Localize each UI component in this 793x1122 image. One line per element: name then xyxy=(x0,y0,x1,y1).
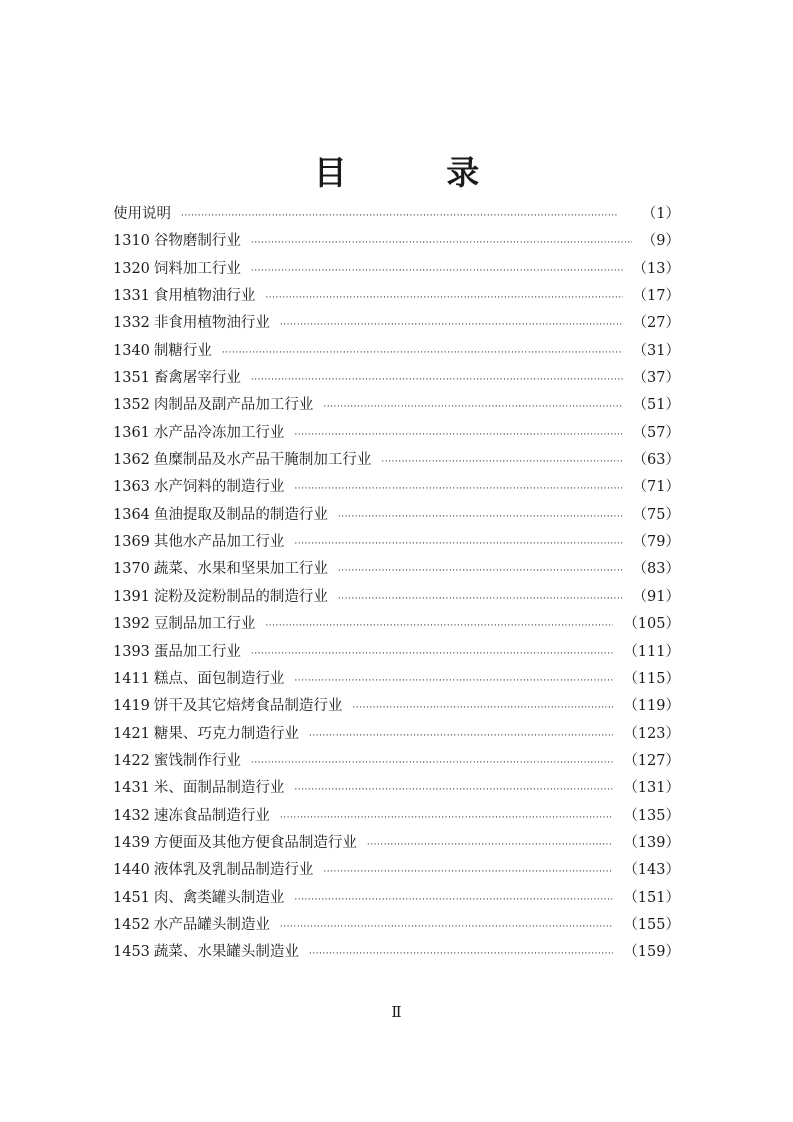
toc-dot-leader xyxy=(338,558,623,585)
toc-entry-code: 1453 xyxy=(113,944,150,961)
toc-entry-label: 淀粉及淀粉制品的制造行业 xyxy=(153,588,328,605)
toc-entry[interactable] xyxy=(113,721,680,748)
toc-entry-code: 1411 xyxy=(113,670,150,687)
toc-dot-leader xyxy=(294,531,622,558)
toc-entry[interactable] xyxy=(113,912,680,939)
page-number: Ⅱ xyxy=(391,1003,402,1021)
toc-entry-code: 1369 xyxy=(113,534,150,551)
toc-dot-leader xyxy=(294,422,622,449)
toc-entry-code: 1440 xyxy=(113,862,150,879)
toc-entry[interactable] xyxy=(113,885,680,912)
toc-entry-page: （159） xyxy=(623,944,680,961)
toc-entry-page: （51） xyxy=(632,397,680,414)
toc-entry-label: 畜禽屠宰行业 xyxy=(153,370,241,387)
toc-entry-code: 1393 xyxy=(113,643,150,660)
toc-entry-page: （79） xyxy=(632,534,680,551)
toc-entry-page: （151） xyxy=(623,889,680,906)
toc-entry-code: 1361 xyxy=(113,424,150,441)
toc-entry-page: （83） xyxy=(632,561,680,578)
toc-entry[interactable] xyxy=(113,228,680,255)
toc-entry-code: 1422 xyxy=(113,752,150,769)
toc-entry-label: 糕点、面包制造行业 xyxy=(153,670,285,687)
toc-dot-leader xyxy=(294,777,613,804)
toc-dot-leader xyxy=(222,340,623,367)
toc-entry-label: 方便面及其他方便食品制造行业 xyxy=(153,834,357,851)
toc-entry-page: （27） xyxy=(632,315,680,332)
toc-dot-leader xyxy=(323,394,622,421)
toc-entry[interactable] xyxy=(113,775,680,802)
toc-entry-code: 1362 xyxy=(113,452,150,469)
toc-entry-page: （91） xyxy=(632,588,680,605)
toc-entry-code: 1419 xyxy=(113,698,150,715)
toc-entry[interactable] xyxy=(113,556,680,583)
toc-entry[interactable] xyxy=(113,338,680,365)
toc-entry-label: 蜜饯制作行业 xyxy=(153,752,241,769)
toc-entry[interactable] xyxy=(113,474,680,501)
toc-entry-page: （57） xyxy=(632,424,680,441)
toc-entry-label: 食用植物油行业 xyxy=(153,288,256,305)
toc-dot-leader xyxy=(381,449,622,476)
toc-entry[interactable] xyxy=(113,502,680,529)
toc-entry-page: （119） xyxy=(623,698,680,715)
toc-entry[interactable] xyxy=(113,310,680,337)
toc-entry[interactable] xyxy=(113,611,680,638)
toc-entry-code: 1332 xyxy=(113,315,150,332)
toc-entry[interactable] xyxy=(113,283,680,310)
toc-entry-label: 饼干及其它焙烤食品制造行业 xyxy=(153,698,343,715)
toc-entry-page: （75） xyxy=(632,506,680,523)
toc-entry-label: 速冻食品制造行业 xyxy=(153,807,270,824)
toc-dot-leader xyxy=(338,504,623,531)
toc-entry-label: 蛋品加工行业 xyxy=(153,643,241,660)
toc-entry-page: （31） xyxy=(632,342,680,359)
toc-dot-leader xyxy=(294,668,613,695)
toc-entry-page: （13） xyxy=(632,260,680,277)
toc-entry-label: 糖果、巧克力制造行业 xyxy=(153,725,299,742)
toc-entry-label: 使用说明 xyxy=(113,206,171,222)
toc-entry[interactable] xyxy=(113,365,680,392)
toc-entry-label: 水产饲料的制造行业 xyxy=(153,479,285,496)
toc-entry-code: 1310 xyxy=(113,233,150,250)
toc-dot-leader xyxy=(265,613,613,640)
toc-entry[interactable] xyxy=(113,447,680,474)
toc-entry-label: 肉制品及副产品加工行业 xyxy=(153,397,314,414)
toc-entry[interactable] xyxy=(113,420,680,447)
toc-entry-page: （139） xyxy=(623,834,680,851)
toc-dot-leader xyxy=(181,203,632,230)
toc-entry-code: 1340 xyxy=(113,342,150,359)
toc-dot-leader xyxy=(251,230,632,257)
toc-entry-label: 鱼油提取及制品的制造行业 xyxy=(153,506,328,523)
toc-entry-page: （17） xyxy=(632,288,680,305)
toc-entry-label: 米、面制品制造行业 xyxy=(153,780,285,797)
toc-entry-label: 鱼糜制品及水产品干腌制加工行业 xyxy=(153,452,372,469)
toc-entry-page: （105） xyxy=(623,616,680,633)
toc-entry[interactable] xyxy=(113,529,680,556)
toc-entry-label: 饲料加工行业 xyxy=(153,260,241,277)
toc-entry-code: 1364 xyxy=(113,506,150,523)
toc-entry-page: （143） xyxy=(623,862,680,879)
toc-dot-leader xyxy=(352,695,613,722)
toc-dot-leader xyxy=(251,367,623,394)
toc-entry-code: 1391 xyxy=(113,588,150,605)
toc-entry-label: 制糖行业 xyxy=(153,342,212,359)
toc-dot-leader xyxy=(294,476,622,503)
toc-entry-page: （71） xyxy=(632,479,680,496)
toc-dot-leader xyxy=(294,887,613,914)
toc-entry-label: 液体乳及乳制品制造行业 xyxy=(153,862,314,879)
toc-entry[interactable] xyxy=(113,803,680,830)
toc-entry-code: 1451 xyxy=(113,889,150,906)
toc-entry-code: 1392 xyxy=(113,616,150,633)
toc-dot-leader xyxy=(309,723,613,750)
toc-entry[interactable] xyxy=(113,693,680,720)
toc-entry-code: 1351 xyxy=(113,370,150,387)
toc-entry-page: （127） xyxy=(623,752,680,769)
toc-entry-code: 1331 xyxy=(113,288,150,305)
toc-entry-page: （135） xyxy=(623,807,680,824)
toc-entry-label: 蔬菜、水果和坚果加工行业 xyxy=(153,561,328,578)
toc-dot-leader xyxy=(251,258,623,285)
toc-dot-leader xyxy=(323,859,613,886)
toc-entry-page: （1） xyxy=(641,206,680,222)
toc-entry-code: 1370 xyxy=(113,561,150,578)
toc-entry-label: 非食用植物油行业 xyxy=(153,315,270,332)
toc-entry[interactable] xyxy=(113,584,680,611)
toc-entry-code: 1452 xyxy=(113,916,150,933)
toc-entry-page: （37） xyxy=(632,370,680,387)
toc-entry-code: 1431 xyxy=(113,780,150,797)
toc-entry[interactable] xyxy=(113,201,680,228)
toc-entry[interactable] xyxy=(113,639,680,666)
toc-entry-label: 肉、禽类罐头制造业 xyxy=(153,889,285,906)
toc-entry[interactable] xyxy=(113,830,680,857)
toc-entry-label: 水产品罐头制造业 xyxy=(153,916,270,933)
toc-entry[interactable] xyxy=(113,392,680,419)
toc-dot-leader xyxy=(338,586,623,613)
toc-entry-page: （115） xyxy=(623,670,680,687)
table-of-contents xyxy=(113,201,680,967)
toc-dot-leader xyxy=(280,312,623,339)
toc-entry-code: 1363 xyxy=(113,479,150,496)
toc-entry-page: （131） xyxy=(623,780,680,797)
toc-entry-page: （63） xyxy=(632,452,680,469)
toc-entry[interactable] xyxy=(113,939,680,966)
toc-entry-label: 豆制品加工行业 xyxy=(153,616,256,633)
toc-entry-page: （9） xyxy=(641,233,680,250)
toc-dot-leader xyxy=(251,641,613,668)
toc-dot-leader xyxy=(251,750,613,777)
toc-entry-code: 1352 xyxy=(113,397,150,414)
toc-entry[interactable] xyxy=(113,748,680,775)
toc-entry[interactable] xyxy=(113,256,680,283)
toc-entry-code: 1432 xyxy=(113,807,150,824)
toc-entry-page: （111） xyxy=(623,643,680,660)
toc-entry-label: 谷物磨制行业 xyxy=(153,233,241,250)
page-title: 目 录 xyxy=(313,153,524,193)
toc-entry[interactable] xyxy=(113,666,680,693)
toc-dot-leader xyxy=(309,941,613,968)
toc-entry-code: 1439 xyxy=(113,834,150,851)
toc-entry-label: 其他水产品加工行业 xyxy=(153,534,285,551)
toc-dot-leader xyxy=(280,805,613,832)
toc-dot-leader xyxy=(265,285,622,312)
toc-entry-code: 1320 xyxy=(113,260,150,277)
toc-dot-leader xyxy=(367,832,613,859)
toc-entry-label: 蔬菜、水果罐头制造业 xyxy=(153,944,299,961)
toc-entry-code: 1421 xyxy=(113,725,150,742)
toc-entry-label: 水产品冷冻加工行业 xyxy=(153,424,285,441)
toc-dot-leader xyxy=(280,914,613,941)
toc-entry-page: （155） xyxy=(623,916,680,933)
toc-entry[interactable] xyxy=(113,857,680,884)
toc-entry-page: （123） xyxy=(623,725,680,742)
